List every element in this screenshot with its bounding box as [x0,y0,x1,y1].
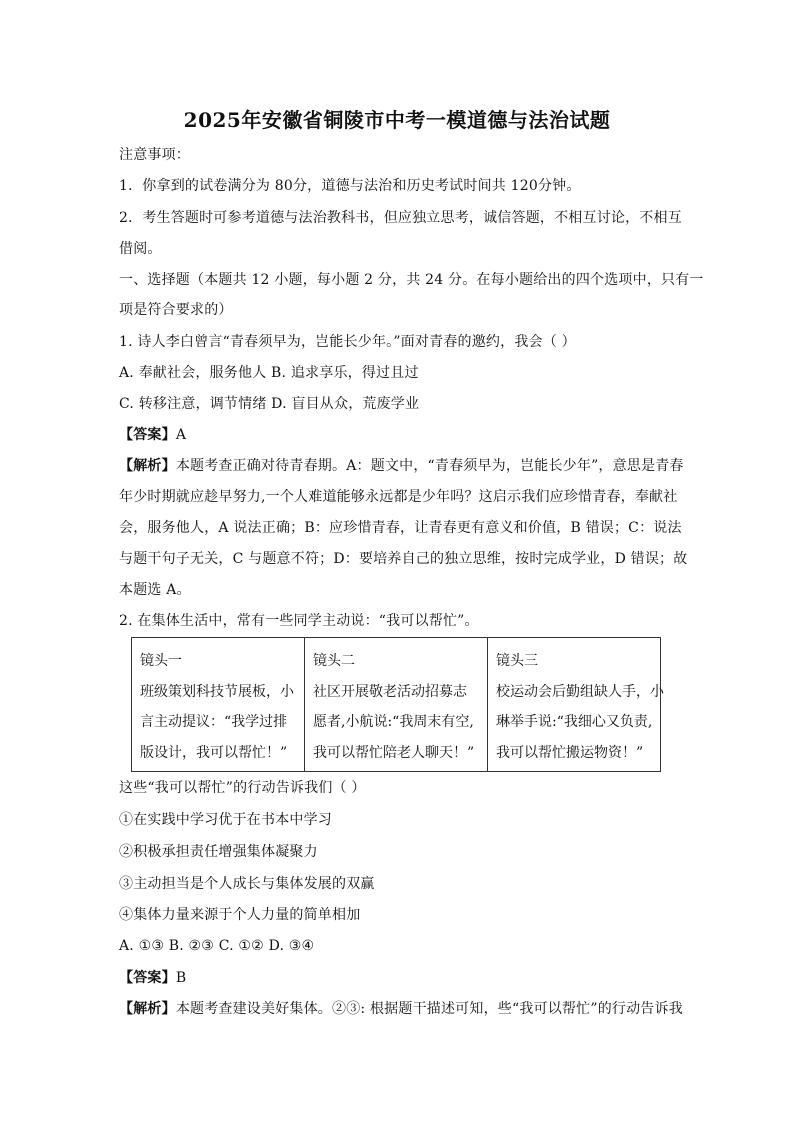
q2-item-2: ②积极承担责任增强集体凝聚力 [119,844,318,860]
scenario-table [131,637,664,772]
q2-item-1: ①在实践中学习优于在书本中学习 [119,812,332,828]
q1-analysis-line-4: 与题干句子无关，C 与题意不符；D：要培养自己的独立思维，按时完成学业，D 错误；故 [119,551,688,567]
answer-tag: 【答案】 [119,427,176,443]
scene-cell-3 [488,638,664,772]
q1-options-line-2: C. 转移注意，调节情绪 D. 盲目从众，荒废学业 [119,396,420,412]
q2-options: A. ①③ B. ②③ C. ①② D. ③④ [119,938,315,954]
q2-item-3: ③主动担当是个人成长与集体发展的双赢 [119,876,375,892]
scene-text: 琳举手说:“我细心又负责, [496,714,653,730]
q2-stem: 2. 在集体生活中，常有一些同学主动说：“我可以帮忙”。 [119,613,479,629]
notice-item-2-line-2: 借阅。 [119,241,162,257]
analysis-text: 本题考查正确对待青春期。A：题文中，“青春须早为，岂能长少年”，意思是青春 [175,458,684,474]
answer-value: B [175,970,187,986]
q1-options-line-1: A. 奉献社会，服务他人 B. 追求享乐，得过且过 [119,365,419,381]
analysis-text: 本题考查建设美好集体。②③: 根据题干描述可知，些“我可以帮忙”的行动告诉我 [175,1001,683,1017]
q1-analysis-line-5: 本题选 A。 [119,582,191,598]
analysis-tag: 【解析】 [119,1001,176,1017]
scene-cell-1 [132,638,305,772]
q2-answer [119,968,679,988]
scene-cell-2 [305,638,488,772]
notice-heading: 注意事项： [119,147,190,163]
q2-analysis-line-1 [119,999,683,1019]
q1-analysis-line-3: 会，服务他人，A 说法正确；B：应珍惜青春，让青春更有意义和价值，B 错误；C：说法 [119,520,682,536]
scene-text: 校运动会后勤组缺人手，小 [496,683,664,700]
section-heading-line-1: 一、选择题（本题共 12 小题，每小题 2 分，共 24 分。在每小题给出的四个选项中，只有一 [119,272,704,288]
notice-item-1: 1．你拿到的试卷满分为 80分，道德与法治和历史考试时间共 120分钟。 [119,178,581,194]
q1-analysis-line-2: 年少时期就应趁早努力,一个人难道能够永远都是少年吗？这启示我们应珍惜青春，奉献社 [119,489,678,505]
scene-heading: 镜头三 [496,653,538,669]
scene-text: 社区开展敬老活动招募志 [313,683,467,700]
scene-heading: 镜头一 [140,653,182,669]
notice-item-2-line-1: 2．考生答题时可参考道德与法治教科书，但应独立思考，诚信答题，不相互讨论，不相互 [119,210,682,226]
scene-text: 言主动提议：“我学过排 [140,714,288,730]
scene-heading: 镜头二 [313,653,355,669]
q1-stem: 1. 诗人李白曾言“青春须早为，岂能长少年。”面对青春的邀约，我会（ ） [119,334,576,350]
table-row [132,638,661,772]
scene-text: 我可以帮忙搬运物资！” [496,744,644,761]
q2-question: 这些“我可以帮忙”的行动告诉我们（ ） [119,780,366,796]
scene-text: 愿者,小航说:“我周末有空, [313,714,474,730]
analysis-tag: 【解析】 [119,458,176,474]
exam-title: 2025年安徽省铜陵市中考一模道德与法治试题 [183,108,611,132]
scene-text: 班级策划科技节展板，小 [140,683,294,700]
q2-item-4: ④集体力量来源于个人力量的简单相加 [119,907,361,923]
scene-text: 我可以帮忙陪老人聊天！” [313,744,475,761]
answer-value: A [175,427,187,443]
q1-analysis-line-1 [119,456,684,476]
answer-tag: 【答案】 [119,970,176,986]
q1-answer [119,425,679,445]
scene-text: 版设计，我可以帮忙！” [140,744,288,761]
section-heading-line-2: 项是符合要求的） [119,302,233,318]
